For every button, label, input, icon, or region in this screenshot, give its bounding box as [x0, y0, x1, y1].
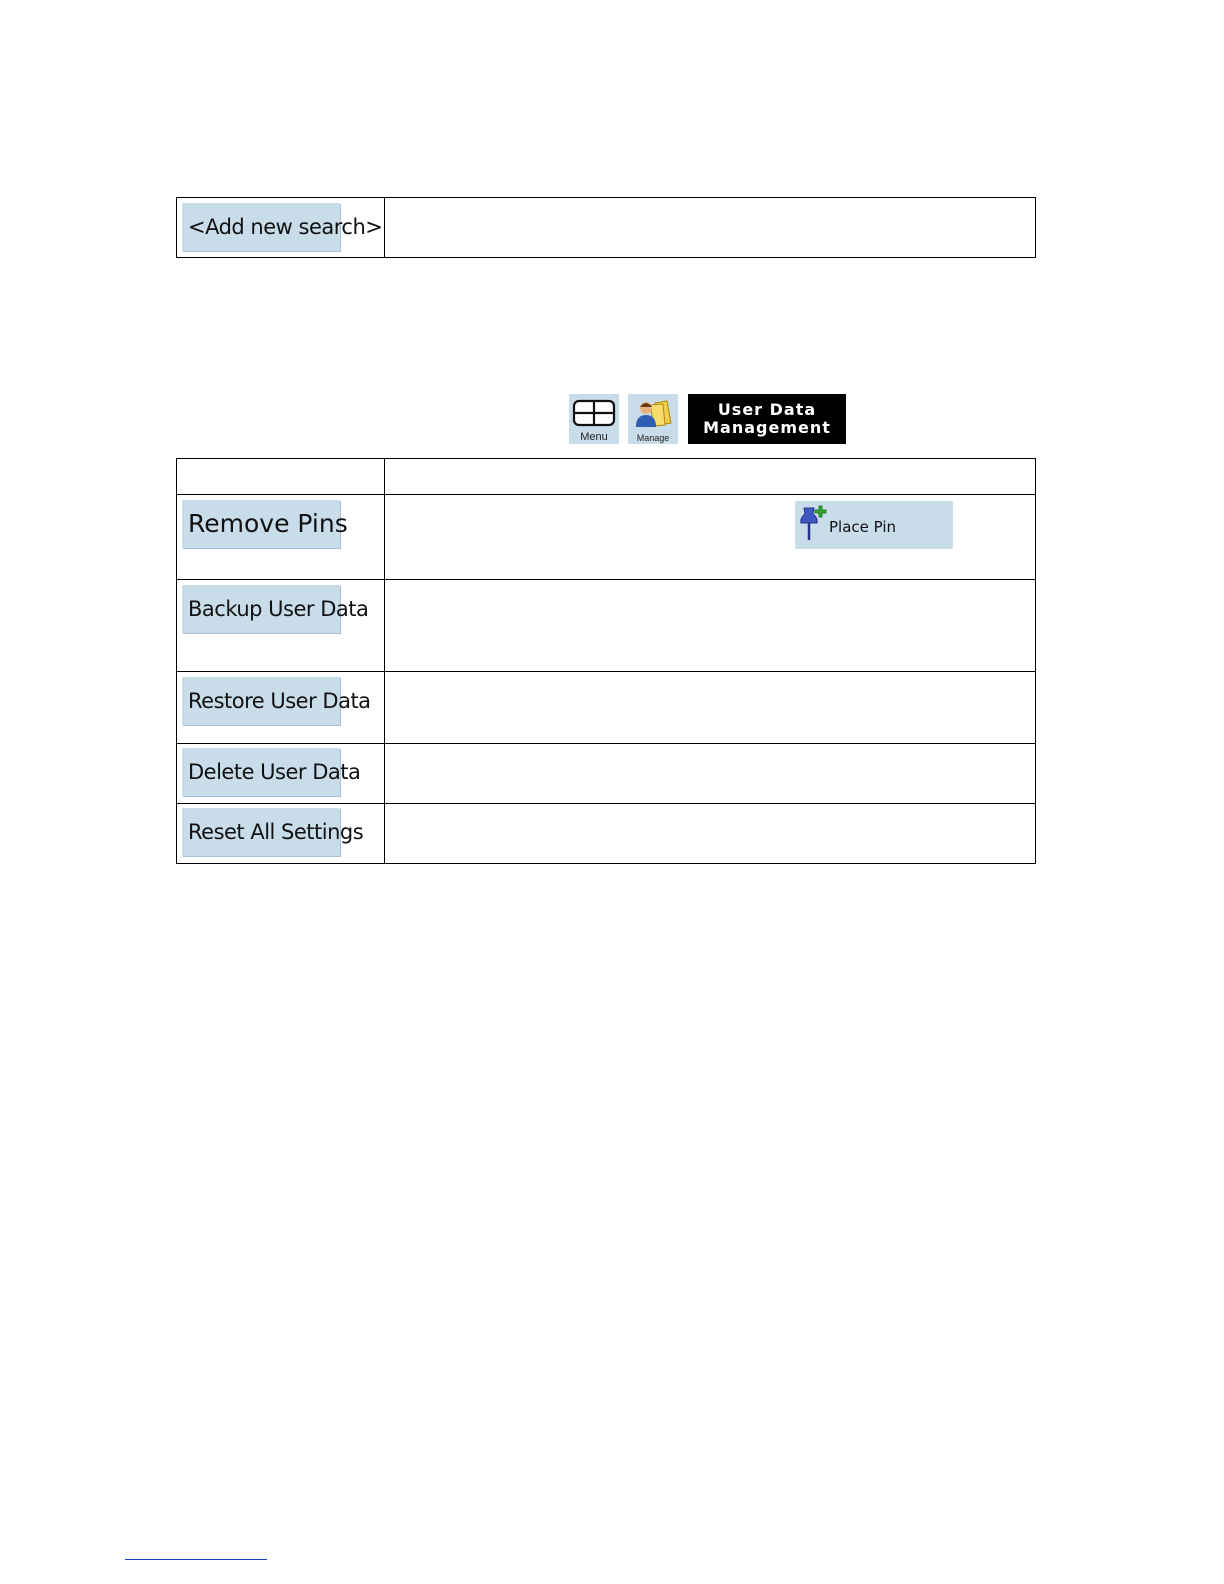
button-cell [177, 744, 385, 804]
button-cell [177, 198, 385, 258]
remove-pins-button[interactable]: Remove Pins [182, 500, 340, 548]
udm-label-line2: Management [703, 418, 831, 437]
button-cell [177, 495, 385, 580]
menu-icon [572, 398, 616, 428]
manage-label: Manage [636, 433, 670, 443]
menu-label: Menu [580, 431, 608, 443]
button-cell [177, 672, 385, 744]
menu-button[interactable] [569, 394, 619, 444]
description-cell [385, 580, 1036, 672]
header-cell-left [177, 459, 385, 495]
description-cell [385, 744, 1036, 804]
manage-icon [633, 397, 673, 429]
add-new-search-button[interactable]: <Add new search> [182, 203, 340, 251]
manage-button[interactable] [628, 394, 678, 444]
header-cell-right [385, 459, 1036, 495]
reset-all-settings-button[interactable]: Reset All Settings [182, 808, 340, 856]
place-pin-button[interactable] [795, 501, 953, 549]
delete-user-data-button[interactable]: Delete User Data [182, 748, 340, 796]
restore-user-data-button[interactable]: Restore User Data [182, 677, 340, 725]
button-cell [177, 580, 385, 672]
add-new-search-table [176, 197, 1036, 258]
user-data-management-button[interactable] [688, 394, 846, 444]
description-cell [385, 804, 1036, 864]
user-data-management-table [176, 458, 1036, 864]
udm-label-line1: User Data [717, 400, 817, 419]
pin-icon [797, 504, 827, 544]
description-cell [385, 495, 1036, 580]
backup-user-data-button[interactable]: Backup User Data [182, 585, 340, 633]
button-cell [177, 804, 385, 864]
place-pin-label: Place Pin [829, 518, 897, 536]
description-cell [385, 198, 1036, 258]
description-cell [385, 672, 1036, 744]
footnote-separator [125, 1559, 267, 1560]
